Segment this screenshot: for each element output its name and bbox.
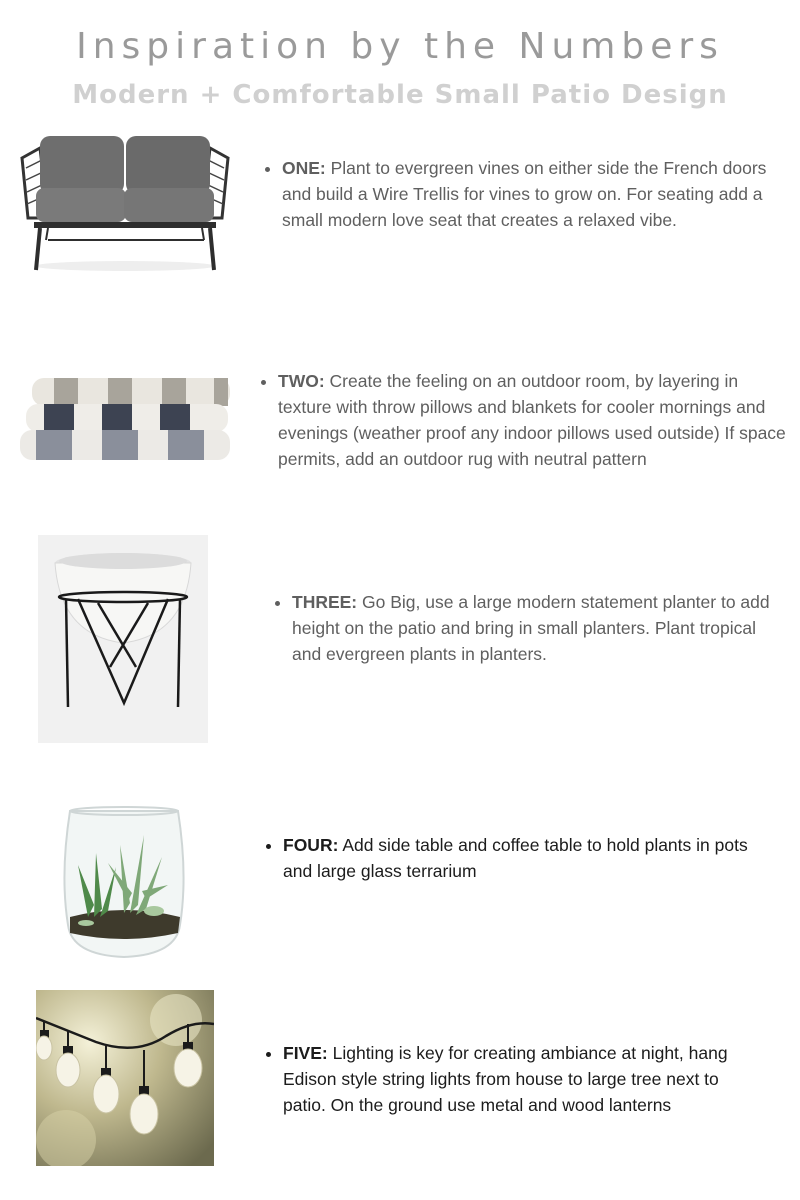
string-lights-image [36,990,214,1166]
list-item-three [272,589,782,667]
item-text: Lighting is key for creating ambiance at night, hang Edison style string lights from house to large tree next to patio. On the ground use metal and wood lanterns [283,1043,728,1115]
loveseat-image [18,128,232,274]
item-text: Go Big, use a large modern statement planter to add height on the patio and bring in small planters. Plant tropical and evergreen plants in planters. [292,592,770,664]
planter-image [38,535,208,743]
item-text: Create the feeling on an outdoor room, by layering in texture with throw pillows and blankets for cooler mornings and evenings (weather proof any indoor pillows used outside) If space permits, add an outdoor rug with neutral pattern [278,371,786,469]
page-subtitle: Modern + Comfortable Small Patio Design [72,80,728,110]
striped-blankets-image [18,372,232,464]
item-number: ONE: [282,158,326,178]
list-item-two [258,368,788,472]
list-item-four [263,832,763,884]
list-item-one [262,155,787,233]
list-item-five [263,1040,763,1118]
item-text: Plant to evergreen vines on either side the French doors and build a Wire Trellis for vines to grow on. For seating add a small modern love seat that creates a relaxed vibe. [282,158,767,230]
item-number: THREE: [292,592,358,612]
terrarium-image [58,805,190,963]
page-title: Inspiration by the Numbers [76,26,724,67]
item-number: FIVE: [283,1043,328,1063]
item-number: TWO: [278,371,325,391]
item-number: FOUR: [283,835,339,855]
item-text: Add side table and coffee table to hold plants in pots and large glass terrarium [283,835,748,881]
